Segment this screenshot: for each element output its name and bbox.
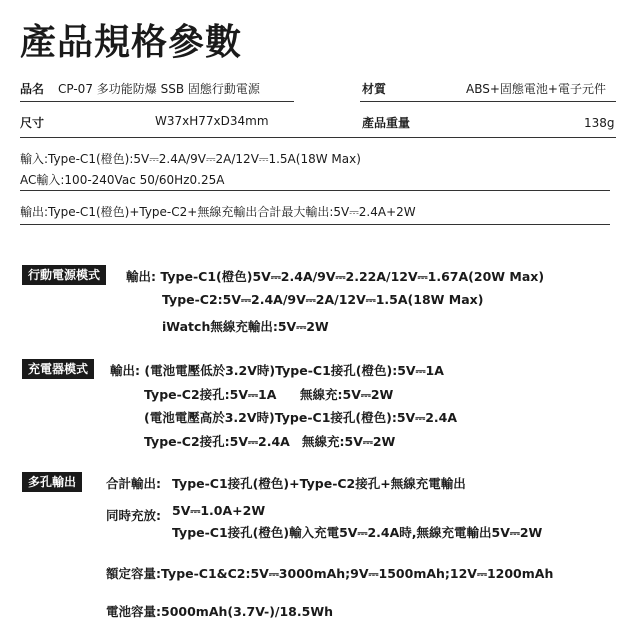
divider (20, 101, 294, 102)
rated-capacity: 額定容量:Type-C1&C2:5V⎓3000mAh;9V⎓1500mAh;12V⎓1200mAh (106, 566, 554, 581)
charger-line-3: (電池電壓高於3.2V時)Type-C1接孔(橙色):5V⎓2.4A (144, 410, 458, 425)
divider (20, 137, 616, 138)
simultaneous-label: 同時充放: (106, 508, 161, 523)
size-label: 尺寸 (20, 116, 45, 130)
charger-line-2a: Type-C2接孔:5V⎓1A (144, 387, 277, 402)
multiport-tag: 多孔輸出 (22, 472, 82, 492)
weight-value: 138g (584, 116, 615, 130)
charger-line-4b: 無線充:5V⎓2W (302, 434, 396, 449)
page-title: 產品規格參數 (20, 22, 243, 63)
divider (360, 101, 616, 102)
size-value: W37xH77xD34mm (155, 114, 269, 128)
powerbank-line-1: 輸出: Type-C1(橙色)5V⎓2.4A/9V⎓2.22A/12V⎓1.67A(20W Max) (126, 269, 545, 284)
charger-line-2b: 無線充:5V⎓2W (300, 387, 394, 402)
input-line-2: AC輸入:100-240Vac 50/60Hz0.25A (20, 173, 225, 187)
battery-capacity: 電池容量:5000mAh(3.7V-)/18.5Wh (106, 604, 334, 619)
powerbank-mode-tag: 行動電源模式 (22, 265, 106, 285)
output-line: 輸出:Type-C1(橙色)+Type-C2+無線充輸出合計最大輸出:5V⎓2.4A+2W (20, 205, 416, 219)
material-value: ABS+固態電池+電子元件 (466, 82, 606, 96)
simultaneous-line-1: 5V⎓1.0A+2W (172, 503, 266, 518)
material-label: 材質 (362, 82, 387, 96)
charger-line-4a: Type-C2接孔:5V⎓2.4A (144, 434, 290, 449)
divider (20, 224, 610, 225)
total-output-label: 合計輸出: (106, 476, 161, 491)
powerbank-line-3: iWatch無線充輸出:5V⎓2W (162, 319, 329, 334)
charger-line-1: 輸出: (電池電壓低於3.2V時)Type-C1接孔(橙色):5V⎓1A (110, 363, 444, 378)
name-label: 品名 (20, 82, 45, 96)
powerbank-line-2: Type-C2:5V⎓2.4A/9V⎓2A/12V⎓1.5A(18W Max) (162, 292, 484, 307)
weight-label: 產品重量 (362, 116, 411, 130)
simultaneous-line-2: Type-C1接孔(橙色)輸入充電5V⎓2.4A時,無線充電輸出5V⎓2W (172, 525, 543, 540)
divider (20, 190, 610, 191)
total-output-value: Type-C1接孔(橙色)+Type-C2接孔+無線充電輸出 (172, 476, 466, 491)
input-line-1: 輸入:Type-C1(橙色):5V⎓2.4A/9V⎓2A/12V⎓1.5A(18W Max) (20, 152, 361, 166)
charger-mode-tag: 充電器模式 (22, 359, 94, 379)
name-value: CP-07 多功能防爆 SSB 固態行動電源 (58, 82, 260, 96)
